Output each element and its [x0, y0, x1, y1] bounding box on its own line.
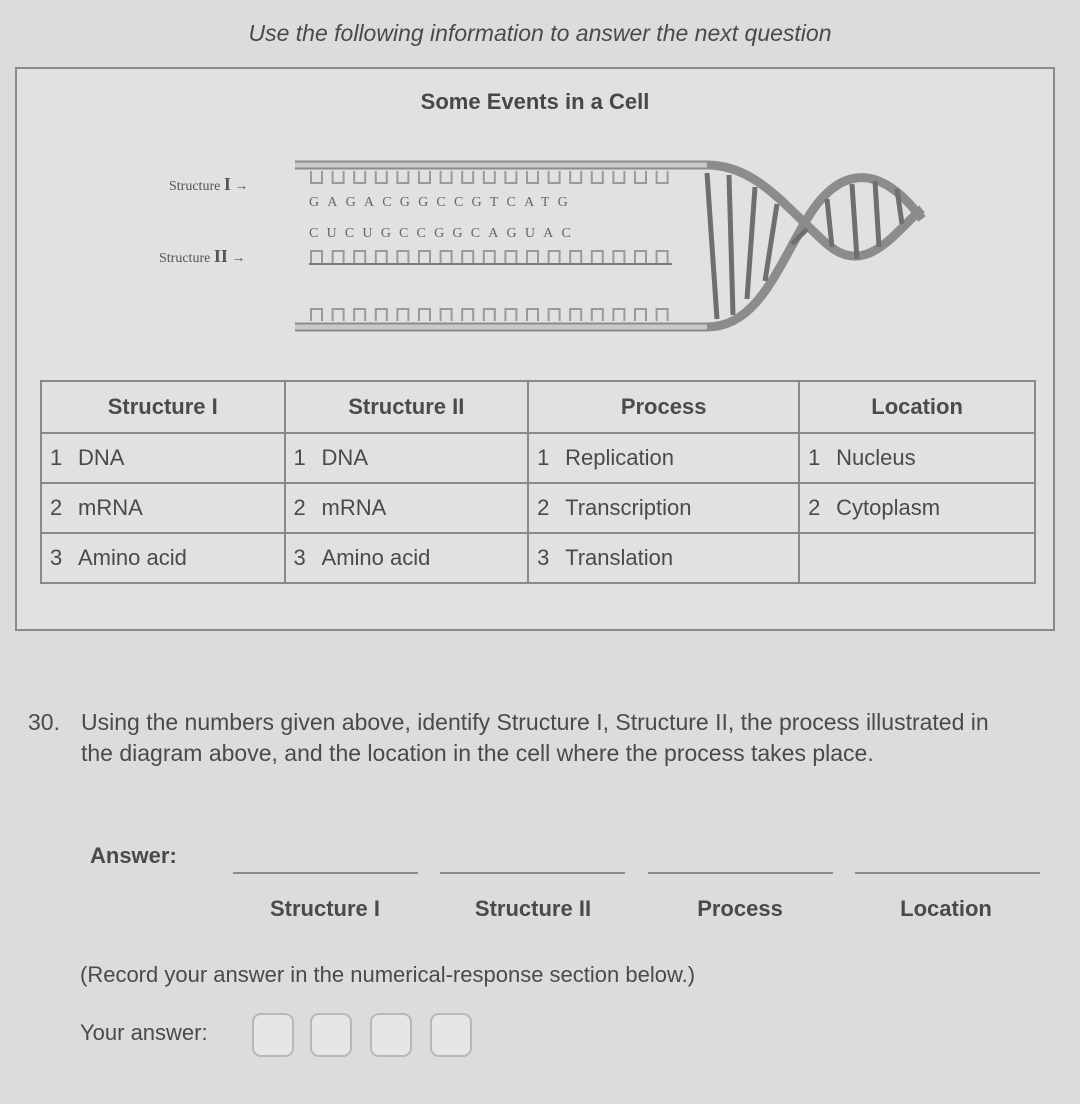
blank-process — [648, 872, 833, 874]
nucleotide-mark — [484, 251, 495, 263]
table-row — [41, 533, 1035, 583]
table-row — [41, 483, 1035, 533]
blank-caption-structure-2: Structure II — [474, 896, 592, 921]
table-cell — [528, 483, 799, 533]
options-table — [40, 380, 1036, 584]
nucleotide-mark — [376, 309, 387, 321]
nucleotide-mark — [419, 309, 430, 321]
nucleotide-mark — [462, 251, 473, 263]
nucleotide-mark — [397, 171, 408, 183]
header-structure-2: Structure II — [285, 381, 529, 433]
nucleotide-mark — [657, 251, 668, 263]
blank-structure-2 — [440, 872, 625, 874]
table-cell — [285, 483, 529, 533]
nucleotide-mark — [441, 251, 452, 263]
question-number: 30. — [28, 709, 60, 735]
option-number: 1 — [293, 445, 306, 470]
option-number: 1 — [808, 445, 821, 470]
option-number: 2 — [293, 495, 306, 520]
option-number: 3 — [50, 545, 63, 570]
header-process: Process — [528, 381, 799, 433]
blank-caption-structure-1: Structure I — [269, 896, 381, 921]
nucleotide-mark — [354, 251, 365, 263]
option-number: 2 — [808, 495, 821, 520]
answer-digit-box-4[interactable] — [430, 1013, 472, 1057]
nucleotide-mark — [333, 171, 344, 183]
nucleotide-mark — [527, 309, 538, 321]
information-panel — [15, 67, 1055, 631]
option-text: DNA — [78, 445, 125, 470]
option-text: Amino acid — [321, 545, 431, 570]
instruction-text: Use the following information to answer the next question — [248, 20, 832, 46]
nucleotide-mark — [657, 309, 668, 321]
table-cell — [528, 533, 799, 583]
nucleotide-mark — [635, 309, 646, 321]
table-cell — [799, 483, 1035, 533]
answer-digit-box-3[interactable] — [370, 1013, 412, 1057]
answer-digit-box-1[interactable] — [252, 1013, 294, 1057]
option-number: 2 — [50, 495, 63, 520]
table-cell — [285, 533, 529, 583]
nucleotide-mark — [419, 171, 430, 183]
nucleotide-mark — [376, 251, 387, 263]
table-cell — [799, 533, 1035, 583]
option-number: 3 — [537, 545, 550, 570]
structure-1-label: Structure I → — [169, 174, 249, 194]
nucleotide-mark — [570, 309, 581, 321]
nucleotide-mark — [505, 309, 516, 321]
blank-caption-process: Process — [697, 896, 783, 921]
nucleotide-mark — [484, 309, 495, 321]
header-structure-1: Structure I — [41, 381, 285, 433]
nucleotide-mark — [570, 171, 581, 183]
option-number: 2 — [537, 495, 550, 520]
nucleotide-mark — [549, 171, 560, 183]
nucleotide-mark — [505, 251, 516, 263]
nucleotide-mark — [613, 251, 624, 263]
nucleotide-mark — [333, 309, 344, 321]
your-answer-label: Your answer: — [80, 1020, 208, 1045]
nucleotide-mark — [311, 309, 322, 321]
nucleotide-mark — [592, 309, 603, 321]
table-cell — [285, 433, 529, 483]
nucleotide-mark — [333, 251, 344, 263]
table-cell — [41, 433, 285, 483]
nucleotide-mark — [657, 171, 668, 183]
nucleotide-mark — [635, 171, 646, 183]
question-text: Using the numbers given above, identify Structure I, Structure II, the process illustrated in the diagram above, and the location in the cell where the process takes place. — [81, 709, 989, 766]
nucleotide-mark — [397, 251, 408, 263]
option-text: Cytoplasm — [836, 495, 941, 520]
blank-structure-1 — [233, 872, 418, 874]
nucleotide-mark — [613, 171, 624, 183]
option-text: Transcription — [565, 495, 692, 520]
option-text: mRNA — [78, 495, 143, 520]
table-row — [41, 433, 1035, 483]
nucleotide-mark — [376, 171, 387, 183]
structure-2-label: Structure II → — [159, 246, 246, 266]
nucleotide-mark — [462, 171, 473, 183]
header-location: Location — [799, 381, 1035, 433]
blank-caption-location: Location — [900, 896, 992, 921]
table-cell — [799, 433, 1035, 483]
nucleotide-mark — [549, 251, 560, 263]
option-text: Replication — [565, 445, 674, 470]
dna-strand-sequence: GAGACGGCCGTCATG — [309, 195, 576, 210]
nucleotide-mark — [484, 171, 495, 183]
nucleotide-mark — [592, 171, 603, 183]
option-number: 1 — [537, 445, 550, 470]
option-text: mRNA — [321, 495, 387, 520]
dna-diagram — [17, 69, 1053, 369]
answer-label: Answer: — [90, 843, 177, 868]
option-text: Translation — [565, 545, 674, 570]
nucleotide-mark — [635, 251, 646, 263]
answer-digit-box-2[interactable] — [310, 1013, 352, 1057]
table-cell — [41, 483, 285, 533]
table-cell — [41, 533, 285, 583]
option-number: 3 — [293, 545, 306, 570]
nucleotide-mark — [311, 171, 322, 183]
nucleotide-mark — [570, 251, 581, 263]
nucleotide-mark — [592, 251, 603, 263]
option-text: Amino acid — [78, 545, 187, 570]
nucleotide-mark — [613, 309, 624, 321]
nucleotide-mark — [311, 251, 322, 263]
blank-location — [855, 872, 1040, 874]
nucleotide-mark — [354, 309, 365, 321]
nucleotide-mark — [419, 251, 430, 263]
nucleotide-mark — [549, 309, 560, 321]
nucleotide-mark — [441, 309, 452, 321]
nucleotide-mark — [462, 309, 473, 321]
nucleotide-mark — [397, 309, 408, 321]
record-note: (Record your answer in the numerical-response section below.) — [80, 962, 696, 987]
nucleotide-mark — [505, 171, 516, 183]
nucleotide-mark — [354, 171, 365, 183]
mrna-strand-sequence: CUCUGCCGGCAGUAC — [309, 226, 580, 241]
diagram-title: Some Events in a Cell — [420, 89, 650, 114]
table-cell — [528, 433, 799, 483]
nucleotide-mark — [441, 171, 452, 183]
nucleotide-mark — [527, 171, 538, 183]
option-text: DNA — [321, 445, 368, 470]
option-number: 1 — [50, 445, 63, 470]
nucleotide-mark — [527, 251, 538, 263]
option-text: Nucleus — [836, 445, 916, 470]
